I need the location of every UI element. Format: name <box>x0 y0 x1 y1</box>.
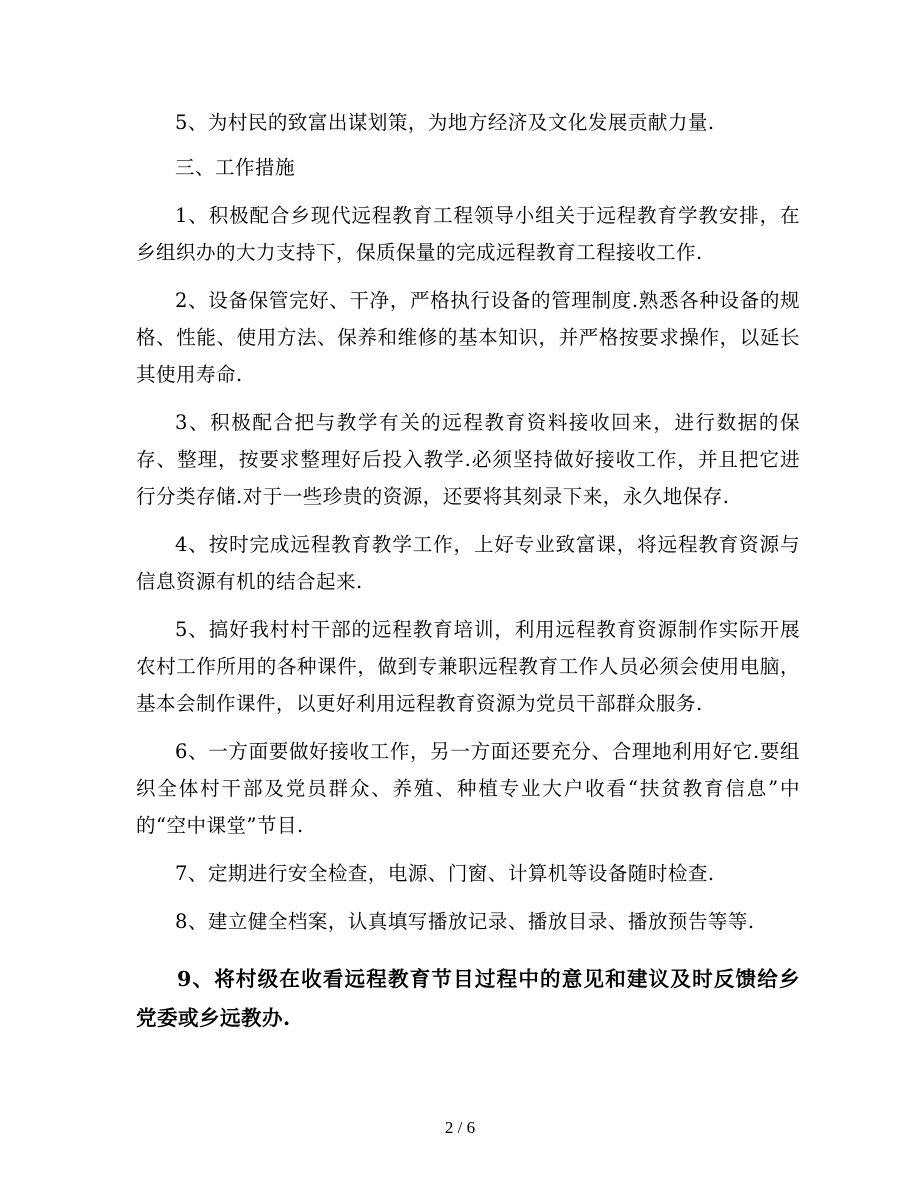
paragraph-measure-8: 8、建立健全档案，认真填写播放记录、播放目录、播放预告等等. <box>175 910 755 933</box>
section-heading-measures: 三、工作措施 <box>175 156 296 179</box>
paragraph-measure-6: 6、一方面要做好接收工作，另一方面还要充分、合理地利用好它.要组织全体村干部及党员群众、养殖、种植专业大户收看“扶贫教育信息”中的“空中课堂”节目. <box>136 740 800 837</box>
paragraph-measure-2: 2、设备保管完好、干净，严格执行设备的管理制度.熟悉各种设备的规格、性能、使用方法、保养和维修的基本知识，并严格按要求操作，以延长其使用寿命. <box>136 289 800 386</box>
paragraph-measure-4: 4、按时完成远程教育教学工作，上好专业致富课，将远程教育资源与信息资源有机的结合起来. <box>136 533 800 593</box>
paragraph-goal-5: 5、为村民的致富出谋划策，为地方经济及文化发展贡献力量. <box>175 111 715 134</box>
paragraph-measure-1: 1、积极配合乡现代远程教育工程领导小组关于远程教育学教安排，在乡组织办的大力支持下，保质保量的完成远程教育工程接收工作. <box>136 204 800 264</box>
paragraph-measure-5: 5、搞好我村村干部的远程教育培训，利用远程教育资源制作实际开展农村工作所用的各种课件，做到专兼职远程教育工作人员必须会使用电脑，基本会制作课件，以更好利用远程教育资源为党员干部群众服务. <box>136 618 800 715</box>
document-body <box>136 104 800 1038</box>
paragraph-measure-9: 9、将村级在收看远程教育节目过程中的意见和建议及时反馈给乡党委或乡远教办. <box>136 967 800 1030</box>
paragraph-measure-3: 3、积极配合把与教学有关的远程教育资料接收回来，进行数据的保存、整理，按要求整理好后投入教学.必须坚持做好接收工作，并且把它进行分类存储.对于一些珍贵的资源，还要将其刻录下来，永久地保存. <box>136 411 800 508</box>
page-number: 2 / 6 <box>444 1118 476 1137</box>
paragraph-measure-7: 7、定期进行安全检查，电源、门窗、计算机等设备随时检查. <box>175 862 715 885</box>
